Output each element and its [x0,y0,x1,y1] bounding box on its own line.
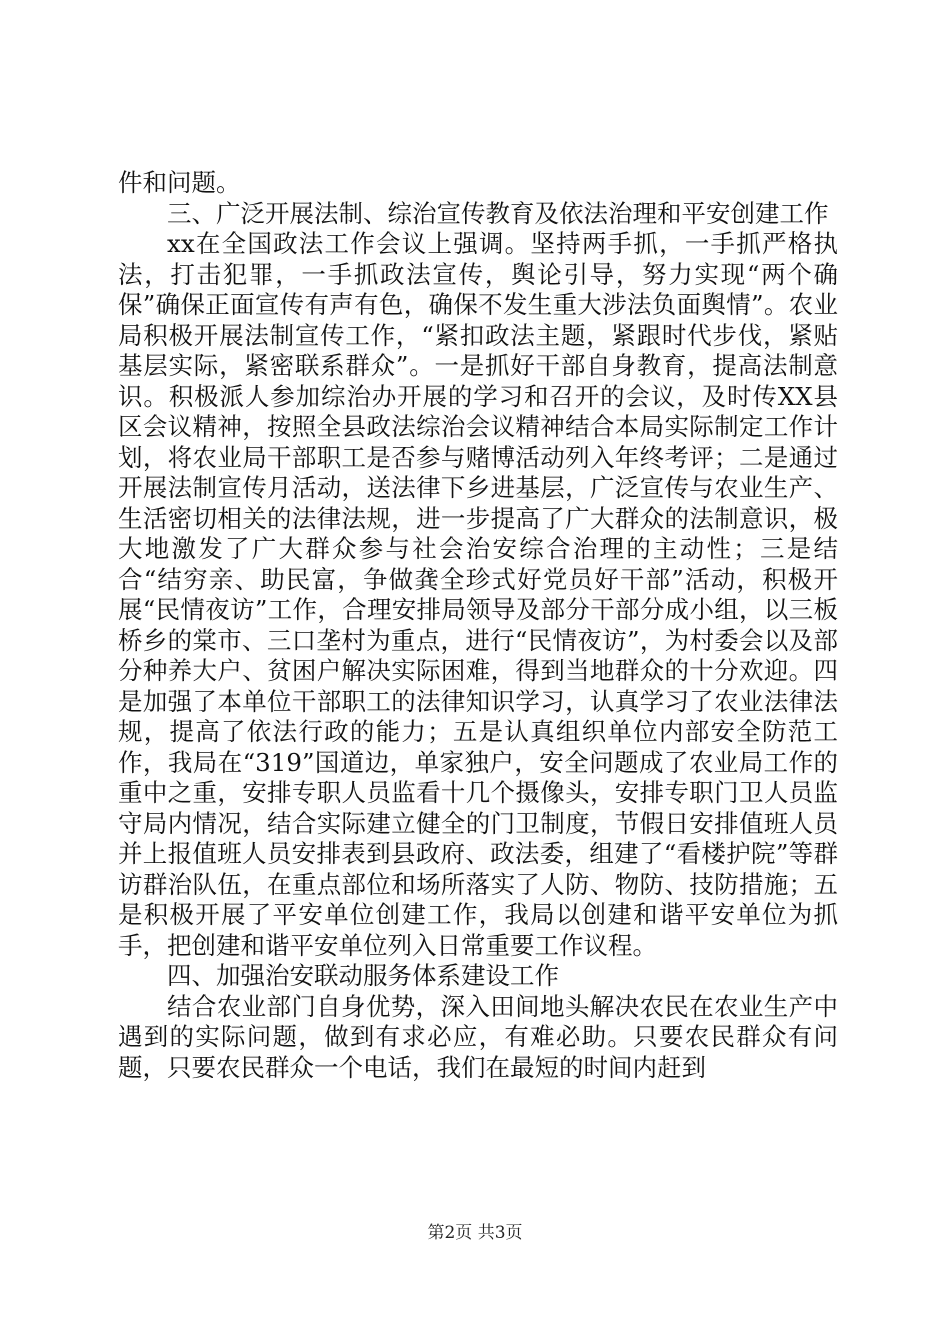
page-footer: 第2页 共3页 [427,1223,523,1243]
paragraph-3: 结合农业部门自身优势，深入田间地头解决农民在农业生产中遇到的实际问题，做到有求必应，有难必助。只要农民群众有问题，只要农民群众一个电话，我们在最短的时间内赶到 [118,991,838,1082]
paragraph-1: 件和问题。 [118,168,241,197]
section-heading-4: 四、加强治安联动服务体系建设工作 [167,961,559,990]
section-heading-3: 三、广泛开展法制、综治宣传教育及依法治理和平安创建工作 [167,198,829,228]
paragraph-2: xx在全国政法工作会议上强调。坚持两手抓，一手抓严格执法，打击犯罪，一手抓政法宣传，舆论引导，努力实现“两个确保”确保正面宣传有声有色，确保不发生重大涉法负面舆情”。农业局积极开展法制宣传工作，“紧扣政法主题，紧跟时代步伐，紧贴基层实际，紧密联系群众”。一是抓好干部自身教育，提高法制意识。积极派人参加综治办开展的学习和召开的会议，及时传XX县区会议精神，按照全县政法综治会议精神结合本局实际制定工作计划，将农业局干部职工是否参与赌博活动列入年终考评；二是通过开展法制宣传月活动，送法律下乡进基层，广泛宣传与农业生产、生活密切相关的法律法规，进一步提高了广大群众的法制意识，极大地激发了广大群众参与社会治安综合治理的主动性；三是结合“结穷亲、助民富，争做龚全珍式好党员好干部”活动，积极开展“民情夜访”工作，合理安排局领导及部分干部分成小组，以三板桥乡的棠市、三口垄村为重点，进行“民情夜访”，为村委会以及部分种养大户、贫困户解决实际困难，得到当地群众的十分欢迎。四是加强了本单位干部职工的法律知识学习，认真学习了农业法律法规，提高了依法行政的能力；五是认真组织单位内部安全防范工作，我局在“319”国道边，单家独户，安全问题成了农业局工作的重中之重，安排专职人员监看十几个摄像头，安排专职门卫人员监守局内情况，结合实际建立健全的门卫制度，节假日安排值班人员并上报值班人员安排表到县政府、政法委，组建了“看楼护院”等群访群治队伍，在重点部位和场所落实了人防、物防、技防措施；五是积极开展了平安单位创建工作，我局以创建和谐平安单位为抓手，把创建和谐平安单位列入日常重要工作议程。 [118,229,838,960]
document-body [118,168,838,1083]
